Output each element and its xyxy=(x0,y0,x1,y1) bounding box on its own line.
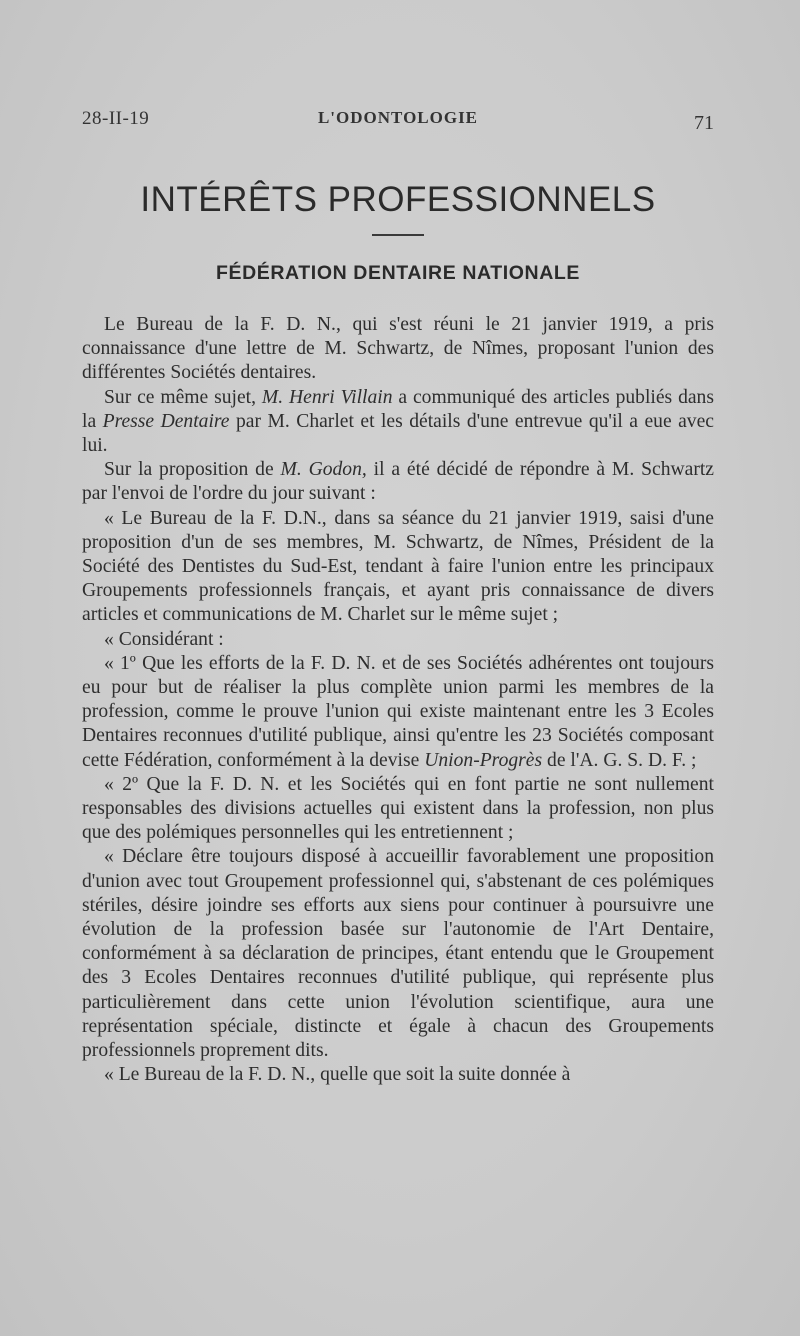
title-rule xyxy=(372,234,424,236)
article-body xyxy=(82,313,714,1088)
paragraph-9: « Le Bureau de la F. D. N., quelle que soit la suite donnée à xyxy=(104,1064,571,1086)
section-title: INTÉRÊTS PROFESSIONNELS xyxy=(140,180,656,219)
paragraph-3: Sur la proposition de M. Godon, il a été décidé de répondre à M. Schwartz par l'envoi de l'ordre du jour suivant : xyxy=(82,459,714,505)
journal-title: L'ODONTOLOGIE xyxy=(317,108,479,127)
paragraph-7: « 2º Que la F. D. N. et les Sociétés qui en font partie ne sont nullement responsables des divisions actuelles qui existent dans la profession, non plus que des polémiques personnelles qui les entretiennent ; xyxy=(82,773,714,844)
paragraph-2: Sur ce même sujet, M. Henri Villain a communiqué des articles publiés dans la Presse Dentaire par M. Charlet et les détails d'une entrevue qu'il a eue avec lui. xyxy=(82,386,714,457)
running-head xyxy=(82,108,714,138)
paragraph-6: « 1º Que les efforts de la F. D. N. et de ses Sociétés adhérentes ont toujours eu pour but de réaliser la plus complète union parmi les membres de la profession, comme le prouve l'union qui existe maintenant entre les 3 Ecoles Dentaires reconnues d'utilité publique, ainsi qu'entre les 23 Sociétés composant cette Fédération, conformément à la devise Union-Progrès de l'A. G. S. D. F. ; xyxy=(82,652,714,771)
page-number: 71 xyxy=(694,112,714,134)
paragraph-8: « Déclare être toujours disposé à accueillir favorablement une proposition d'union avec tout Groupement professionnel qui, s'abstenant de ces polémiques stériles, désire joindre ses efforts aux siens pour continuer à poursuivre une évolution de la profession basée sur l'autonomie de l'Art Dentaire, conformément à sa déclaration de principes, étant entendu que le Groupement des 3 Ecoles Dentaires reconnues d'utilité publique, qui représente plus particulièrement dans cette union l'évolution scientifique, aura une représentation spéciale, distincte et égale à chacun des Groupements professionnels proprement dits. xyxy=(82,846,714,1062)
article-subtitle: FÉDÉRATION DENTAIRE NATIONALE xyxy=(215,262,581,284)
issue-date: 28-II-19 xyxy=(82,108,150,129)
paragraph-5: « Considérant : xyxy=(104,628,224,650)
paragraph-4: « Le Bureau de la F. D.N., dans sa séance du 21 janvier 1919, saisi d'une proposition d'un de ses membres, M. Schwartz, de Nîmes, Président de la Société des Dentistes du Sud-Est, tendant à faire l'union entre les principaux Groupements professionnels français, et ayant pris connaissance de divers articles et communications de M. Charlet sur le même sujet ; xyxy=(82,507,714,626)
paragraph-1: Le Bureau de la F. D. N., qui s'est réuni le 21 janvier 1919, a pris connaissance d'une lettre de M. Schwartz, de Nîmes, proposant l'union des différentes Sociétés dentaires. xyxy=(82,314,714,384)
